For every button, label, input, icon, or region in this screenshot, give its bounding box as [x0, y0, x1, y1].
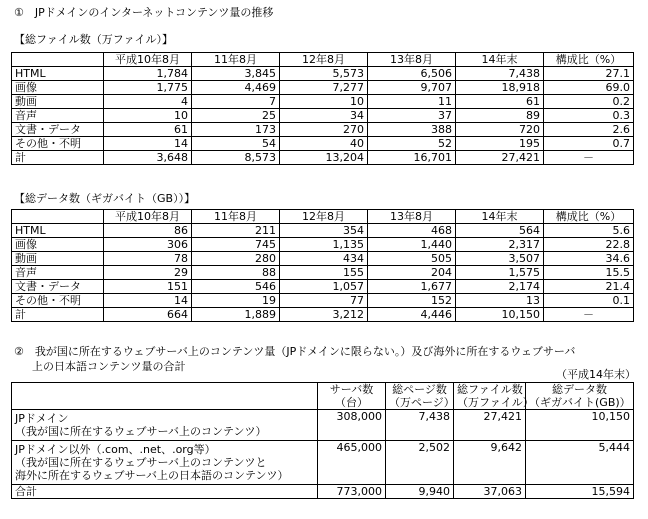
cell: 29: [104, 266, 192, 280]
row-label: 画像: [12, 81, 104, 95]
cell: －: [544, 308, 634, 322]
cell: 16,701: [368, 151, 456, 165]
cell: 546: [192, 280, 280, 294]
column-header: 13年8月: [368, 210, 456, 224]
cell: 306: [104, 238, 192, 252]
cell: 10,150: [526, 410, 634, 441]
row-label: [12, 410, 318, 441]
server-content-table: [11, 382, 634, 499]
section2-note: （平成14年末）: [556, 368, 636, 381]
cell: 25: [192, 109, 280, 123]
cell: 2,502: [386, 441, 454, 485]
section2-heading-line2: 上の日本語コンテンツ量の合計: [32, 360, 186, 373]
cell: 27,421: [454, 410, 526, 441]
cell: 1,057: [280, 280, 368, 294]
cell: 280: [192, 252, 280, 266]
server-row-total: [12, 485, 634, 499]
cell: 40: [280, 137, 368, 151]
cell: 1,677: [368, 280, 456, 294]
cell: 4: [104, 95, 192, 109]
row-label-line: （我が国に所在するウェブサーバ上のコンテンツ）: [15, 425, 267, 438]
table-header-row: [12, 53, 634, 67]
table-total-row: [12, 308, 634, 322]
total-label: 計: [12, 151, 104, 165]
row-label: HTML: [12, 224, 104, 238]
table-row: [12, 109, 634, 123]
cell: 465,000: [318, 441, 386, 485]
cell: 18,918: [456, 81, 544, 95]
cell: 5,573: [280, 67, 368, 81]
row-label: 音声: [12, 266, 104, 280]
header-unit: （万ページ）: [389, 396, 455, 409]
table-total-row: [12, 151, 634, 165]
cell: 7: [192, 95, 280, 109]
row-label: 音声: [12, 109, 104, 123]
cell: 7,277: [280, 81, 368, 95]
row-label-line: JPドメイン: [15, 412, 69, 425]
cell: 13: [456, 294, 544, 308]
cell: 10,150: [456, 308, 544, 322]
cell: 0.1: [544, 294, 634, 308]
cell: 564: [456, 224, 544, 238]
table-row: [12, 95, 634, 109]
row-label: 動画: [12, 252, 104, 266]
files-table: [11, 52, 634, 165]
cell: 3,648: [104, 151, 192, 165]
header-text: サーバ数: [329, 383, 374, 396]
cell: 745: [192, 238, 280, 252]
cell: 15.5: [544, 266, 634, 280]
header-unit: （ギガバイト(GB)）: [529, 396, 631, 409]
cell: 468: [368, 224, 456, 238]
row-label: 動画: [12, 95, 104, 109]
table-row: [12, 123, 634, 137]
table-row: [12, 224, 634, 238]
table-row: [12, 67, 634, 81]
cell: 1,889: [192, 308, 280, 322]
cell: 664: [104, 308, 192, 322]
cell: 204: [368, 266, 456, 280]
row-label-line: 海外に所在するウェブサーバ上の日本語のコンテンツ）: [15, 469, 289, 482]
column-header: 構成比（%）: [544, 210, 634, 224]
cell: 7,438: [386, 410, 454, 441]
files-table-title: 【総ファイル数（万ファイル）】: [14, 33, 174, 46]
cell: 88: [192, 266, 280, 280]
header-text: 総ファイル数: [457, 383, 523, 396]
cell: 61: [456, 95, 544, 109]
column-header: 13年8月: [368, 53, 456, 67]
header-text: 総ページ数: [392, 383, 447, 396]
cell: 11: [368, 95, 456, 109]
table-row: [12, 252, 634, 266]
cell: 8,573: [192, 151, 280, 165]
row-label: その他・不明: [12, 137, 104, 151]
column-header: [12, 53, 104, 67]
cell: 5.6: [544, 224, 634, 238]
server-header-servers: [318, 383, 386, 410]
cell: 434: [280, 252, 368, 266]
column-header: 11年8月: [192, 210, 280, 224]
server-row-non-jp: [12, 441, 634, 485]
cell: 61: [104, 123, 192, 137]
row-label: 画像: [12, 238, 104, 252]
cell: 152: [368, 294, 456, 308]
server-header-files: [454, 383, 534, 410]
row-label: HTML: [12, 67, 104, 81]
cell: 14: [104, 294, 192, 308]
cell: 14: [104, 137, 192, 151]
total-label: 合計: [12, 485, 318, 499]
server-header-data: [526, 383, 634, 410]
cell: 34: [280, 109, 368, 123]
cell: 19: [192, 294, 280, 308]
server-header-corner: [12, 383, 318, 410]
server-header-pages: [386, 383, 454, 410]
cell: 9,707: [368, 81, 456, 95]
header-text: 総データ数: [552, 383, 607, 396]
cell: 27.1: [544, 67, 634, 81]
cell: 1,575: [456, 266, 544, 280]
row-label-line: JPドメイン以外（.com、.net、.org等）: [15, 443, 216, 456]
cell: 505: [368, 252, 456, 266]
cell: －: [544, 151, 634, 165]
data-table-title: 【総データ数（ギガバイト（GB））】: [14, 192, 196, 205]
cell: 0.3: [544, 109, 634, 123]
column-header: 構成比（%）: [544, 53, 634, 67]
row-label: [12, 441, 318, 485]
cell: 2,317: [456, 238, 544, 252]
cell: 7,438: [456, 67, 544, 81]
cell: 173: [192, 123, 280, 137]
cell: 1,440: [368, 238, 456, 252]
cell: 151: [104, 280, 192, 294]
cell: 4,469: [192, 81, 280, 95]
cell: 270: [280, 123, 368, 137]
cell: 308,000: [318, 410, 386, 441]
cell: 9,642: [454, 441, 526, 485]
data-table: [11, 209, 634, 322]
total-label: 計: [12, 308, 104, 322]
cell: 155: [280, 266, 368, 280]
cell: 77: [280, 294, 368, 308]
table-row: [12, 238, 634, 252]
cell: 195: [456, 137, 544, 151]
table-row: [12, 280, 634, 294]
cell: 211: [192, 224, 280, 238]
section1-heading: ① JPドメインのインターネットコンテンツ量の推移: [14, 6, 274, 19]
column-header: 14年末: [456, 210, 544, 224]
header-unit: （台）: [335, 396, 368, 409]
cell: 15,594: [526, 485, 634, 499]
cell: 10: [104, 109, 192, 123]
cell: 6,506: [368, 67, 456, 81]
cell: 13,204: [280, 151, 368, 165]
cell: 388: [368, 123, 456, 137]
header-unit: （万ファイル）: [457, 396, 534, 409]
cell: 10: [280, 95, 368, 109]
cell: 86: [104, 224, 192, 238]
column-header: 平成10年8月: [104, 210, 192, 224]
column-header: 平成10年8月: [104, 53, 192, 67]
cell: 4,446: [368, 308, 456, 322]
column-header: [12, 210, 104, 224]
cell: 1,775: [104, 81, 192, 95]
cell: 89: [456, 109, 544, 123]
column-header: 12年8月: [280, 53, 368, 67]
cell: 5,444: [526, 441, 634, 485]
cell: 2,174: [456, 280, 544, 294]
column-header: 12年8月: [280, 210, 368, 224]
cell: 37: [368, 109, 456, 123]
server-row-jp: [12, 410, 634, 441]
row-label-line: （我が国に所在するウェブサーバ上のコンテンツと: [15, 456, 267, 469]
cell: 37,063: [454, 485, 526, 499]
cell: 720: [456, 123, 544, 137]
table-row: [12, 294, 634, 308]
row-label: 文書・データ: [12, 280, 104, 294]
server-table-header-row: [12, 383, 634, 410]
cell: 0.7: [544, 137, 634, 151]
table-row: [12, 137, 634, 151]
cell: 1,784: [104, 67, 192, 81]
cell: 54: [192, 137, 280, 151]
cell: 3,212: [280, 308, 368, 322]
column-header: 14年末: [456, 53, 544, 67]
cell: 1,135: [280, 238, 368, 252]
cell: 34.6: [544, 252, 634, 266]
cell: 0.2: [544, 95, 634, 109]
cell: 21.4: [544, 280, 634, 294]
column-header: 11年8月: [192, 53, 280, 67]
table-header-row: [12, 210, 634, 224]
cell: 22.8: [544, 238, 634, 252]
row-label: 文書・データ: [12, 123, 104, 137]
cell: 773,000: [318, 485, 386, 499]
section2-heading-line1: ② 我が国に所在するウェブサーバ上のコンテンツ量（JPドメインに限らない。）及び海外に所在するウェブサーバ: [14, 345, 576, 358]
cell: 3,845: [192, 67, 280, 81]
cell: 27,421: [456, 151, 544, 165]
cell: 69.0: [544, 81, 634, 95]
table-row: [12, 266, 634, 280]
table-row: [12, 81, 634, 95]
cell: 9,940: [386, 485, 454, 499]
cell: 2.6: [544, 123, 634, 137]
cell: 52: [368, 137, 456, 151]
row-label: その他・不明: [12, 294, 104, 308]
cell: 78: [104, 252, 192, 266]
cell: 3,507: [456, 252, 544, 266]
cell: 354: [280, 224, 368, 238]
